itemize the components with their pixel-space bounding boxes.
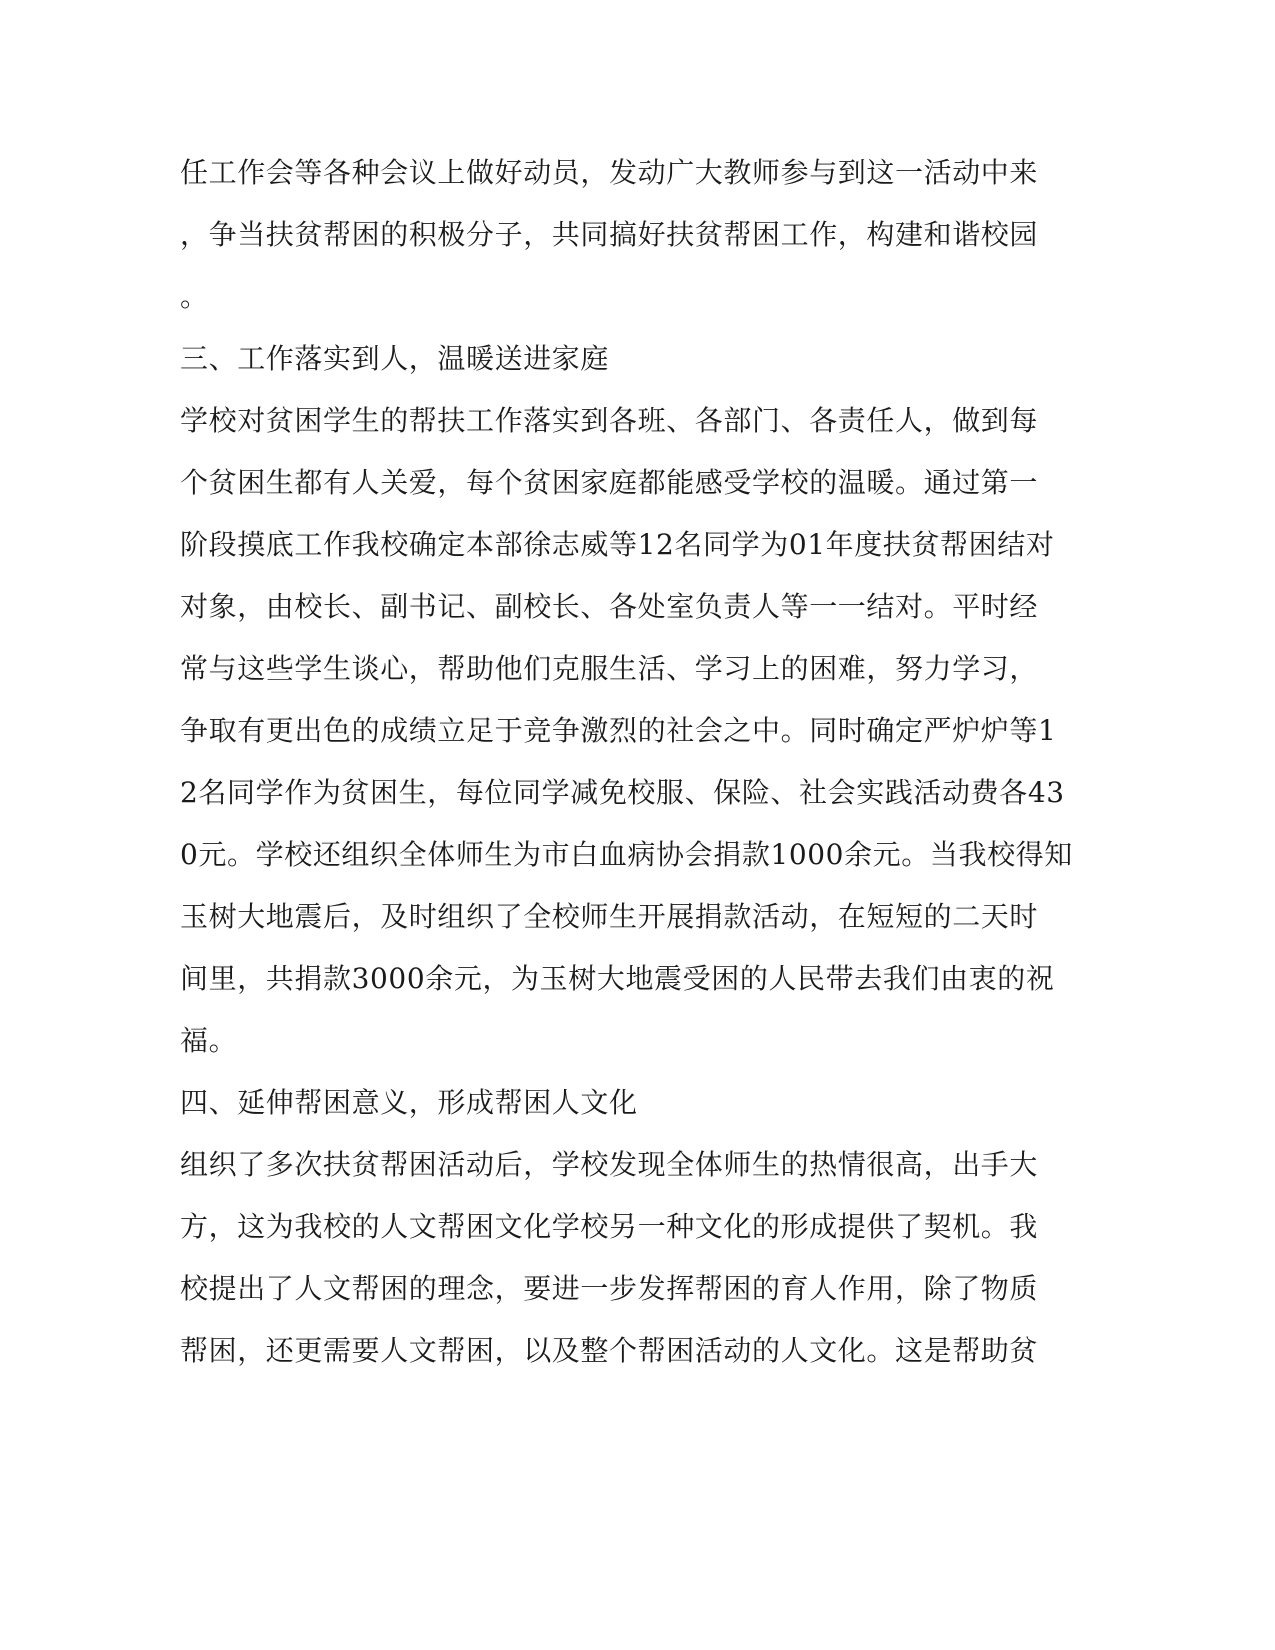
text-line: 2名同学作为贫困生，每位同学减免校服、保险、社会实践活动费各43 [180,776,1065,809]
text-line: 。 [180,280,209,313]
text-line: 玉树大地震后，及时组织了全校师生开展捐款活动，在短短的二天时 [180,900,1039,933]
text-line: 福。 [180,1024,238,1057]
text-line: 0元。学校还组织全体师生为市白血病协会捐款1000余元。当我校得知 [180,838,1073,871]
text-line: 方，这为我校的人文帮困文化学校另一种文化的形成提供了契机。我 [180,1210,1039,1243]
text-line: 常与这些学生谈心，帮助他们克服生活、学习上的困难，努力学习， [180,652,1039,685]
text-line: 学校对贫困学生的帮扶工作落实到各班、各部门、各责任人，做到每 [180,404,1039,437]
text-line: ，争当扶贫帮困的积极分子，共同搞好扶贫帮困工作，构建和谐校园 [180,218,1039,251]
text-line: 校提出了人文帮困的理念，要进一步发挥帮困的育人作用，除了物质 [180,1272,1039,1305]
text-line: 组织了多次扶贫帮困活动后，学校发现全体师生的热情很高，出手大 [180,1148,1039,1181]
text-line: 阶段摸底工作我校确定本部徐志威等12名同学为01年度扶贫帮困结对 [180,528,1055,561]
text-line: 任工作会等各种会议上做好动员，发动广大教师参与到这一活动中来 [180,156,1039,189]
section-heading: 三、工作落实到人，温暖送进家庭 [180,342,610,375]
text-line: 帮困，还更需要人文帮困，以及整个帮困活动的人文化。这是帮助贫 [180,1334,1039,1367]
text-line: 个贫困生都有人关爱，每个贫困家庭都能感受学校的温暖。通过第一 [180,466,1039,499]
section-heading: 四、延伸帮困意义，形成帮困人文化 [180,1086,638,1119]
text-line: 争取有更出色的成绩立足于竞争激烈的社会之中。同时确定严炉炉等1 [180,714,1057,747]
text-line: 间里，共捐款3000余元，为玉树大地震受困的人民带去我们由衷的祝 [180,962,1055,995]
text-line: 对象，由校长、副书记、副校长、各处室负责人等一一结对。平时经 [180,590,1039,623]
